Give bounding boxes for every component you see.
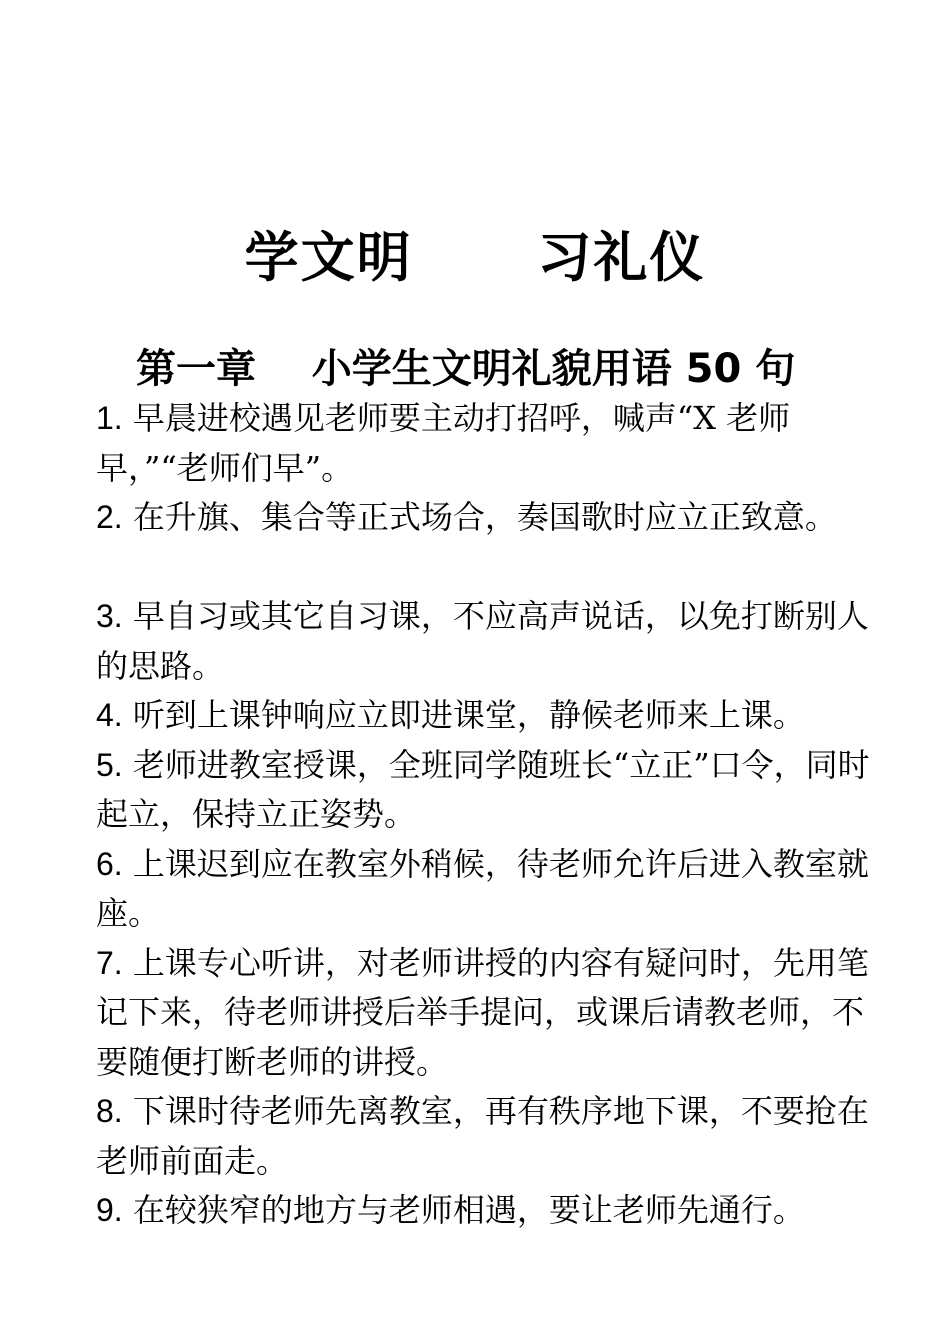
item-number: 4. — [96, 697, 123, 733]
list-item — [96, 939, 876, 1088]
list-item — [96, 840, 876, 939]
list-item — [96, 394, 876, 493]
list-item — [96, 741, 876, 840]
item-number: 5. — [96, 746, 123, 783]
item-text: 在较狭窄的地方与老师相遇，要让老师先通行。 — [122, 1191, 805, 1229]
list-item — [96, 1087, 876, 1186]
item-number: 8. — [96, 1093, 123, 1129]
item-number: 7. — [96, 944, 123, 981]
list-item — [96, 691, 876, 741]
item-text: 听到上课钟响应立即进课堂，静候老师来上课。 — [122, 696, 805, 734]
item-text: 上课专心听讲，对老师讲授的内容有疑问时，先用笔记下来，待老师讲授后举手提问，或课后请教老师，不要随便打断老师的讲授。 — [96, 943, 869, 1081]
item-number: 1. — [96, 400, 123, 436]
item-number: 3. — [96, 598, 123, 634]
item-number: 6. — [96, 845, 123, 882]
item-text: 上课迟到应在教室外稍候，待老师允许后进入教室就座。 — [96, 844, 869, 932]
list-item — [96, 493, 876, 543]
document-title: 学文明 习礼仪 — [244, 226, 706, 289]
item-number: 9. — [96, 1192, 123, 1228]
item-text: 下课时待老师先离教室，再有秩序地下课，不要抢在老师前面走。 — [96, 1092, 869, 1180]
item-text: 早晨进校遇见老师要主动打招呼，喊声“X 老师早，”“老师们早”。 — [96, 399, 791, 487]
item-text: 老师进教室授课，全班同学随班长“立正”口令，同时起立，保持立正姿势。 — [96, 745, 870, 833]
item-text: 在升旗、集合等正式场合，奏国歌时应立正致意。 — [122, 498, 837, 536]
list-item — [96, 592, 876, 691]
list-item — [96, 1186, 876, 1236]
chapter-heading: 第一章 小学生文明礼貌用语 50 句 — [136, 346, 796, 392]
etiquette-list — [96, 394, 876, 1236]
item-text: 早自习或其它自习课，不应高声说话，以免打断别人的思路。 — [96, 597, 869, 685]
item-number: 2. — [96, 499, 123, 535]
